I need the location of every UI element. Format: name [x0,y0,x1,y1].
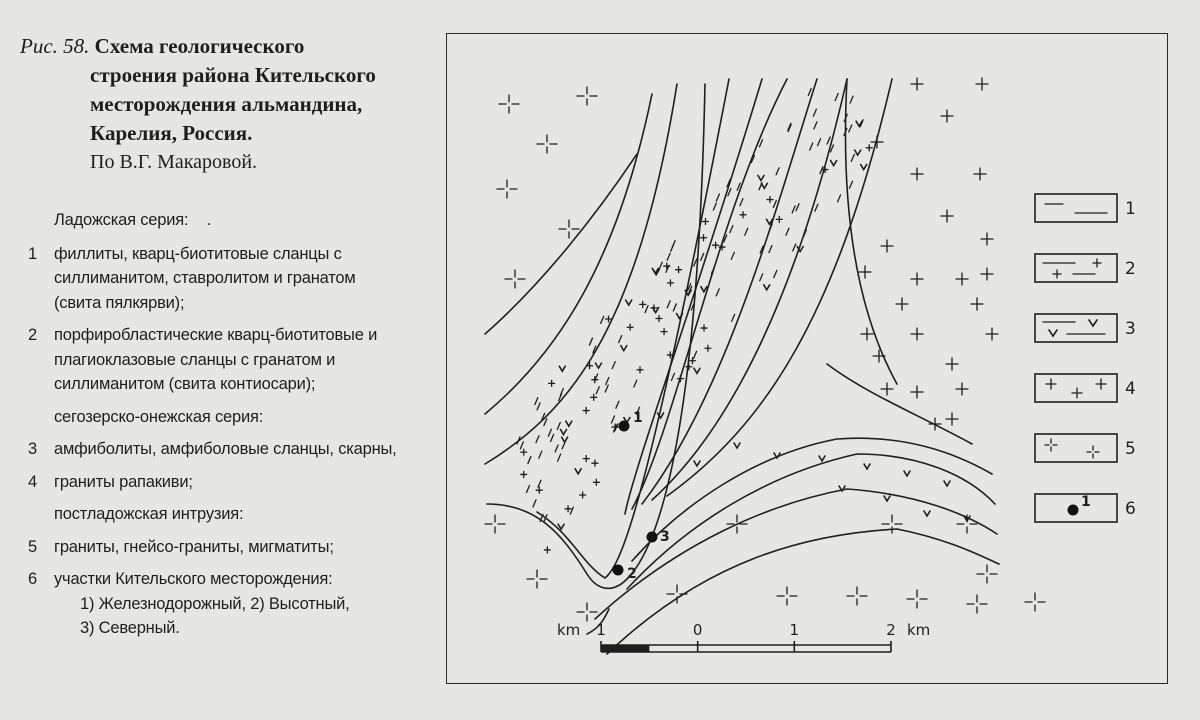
rapakivi-symbol [974,168,986,180]
schist-dash [849,125,852,132]
caption-line-1 [20,32,420,61]
amphibolite-v-mark [566,421,572,426]
figure-caption [20,32,420,177]
granite-symbol [1025,593,1045,611]
legend-item-2 [28,323,428,397]
map-legend-symbols [1035,194,1136,522]
garnet-plus-mark [627,324,633,330]
deposit-point-2 [613,565,637,583]
granite-symbol [777,587,797,605]
garnet-plus-mark [536,487,542,493]
garnet-plus-mark [580,492,586,498]
granite-symbol [967,595,987,613]
schist-dash [774,270,777,277]
schist-dash [527,485,530,492]
granite-symbol [537,135,557,153]
granite-symbol [977,565,997,583]
rapakivi-symbol [911,386,923,398]
legend-heading: Ладожская серия: . [54,211,212,229]
rapakivi-symbol [986,328,998,340]
schist-dash [814,122,817,129]
garnet-plus-mark [521,471,527,477]
garnet-plus-mark [740,212,746,218]
garnet-plus-mark [776,216,782,222]
rapakivi-symbol [1072,388,1082,398]
schist-dash [601,316,604,323]
schist-dash [533,500,536,507]
fold-boundary-line [607,529,999,654]
amphibolite-v-mark [734,443,740,448]
schist-dash [673,304,676,311]
garnet-plus-mark [701,325,707,331]
legend-box [1035,254,1117,282]
amphibolite-v-mark [864,464,870,469]
legend-item-line: порфиробластические кварц-биотитовые и [54,326,378,344]
amphibolite-v-mark [861,165,867,170]
schist-dash [849,181,852,188]
legend-symbol-5 [1035,434,1136,462]
schist-dash [606,377,609,384]
schist-dash [536,436,539,443]
legend-item-line: граниты рапакиви; [54,472,193,491]
legend-text [28,208,428,649]
amphibolite-v-mark [884,496,890,501]
scale-tick-label: 1 [789,621,800,639]
legend-item-line: 3) Северный. [80,619,180,637]
schist-dash [694,351,697,358]
schist-dash [562,442,565,449]
schist-dash [760,274,763,281]
schist-dash [776,168,779,175]
legend-symbol-number: 6 [1125,499,1136,519]
legend-item-5 [28,535,428,560]
garnet-plus-mark [640,301,646,307]
amphibolite-v-mark [621,346,627,351]
legend-item-number: 4 [28,472,37,491]
garnet-plus-mark [705,345,711,351]
garnet-plus-mark [689,358,695,364]
legend-subheading [28,502,428,527]
garnet-plus-mark [661,329,667,335]
schist-dash [611,416,614,423]
garnet-plus-mark [676,267,682,273]
rapakivi-symbol [946,358,958,370]
rapakivi-symbol [911,273,923,285]
legend-item-1 [28,242,428,316]
fold-boundary-line [845,79,897,384]
schist-pattern [517,88,970,552]
legend-symbol-3 [1035,314,1136,342]
deposit-dot-symbol [1068,505,1079,516]
legend-symbol-number: 2 [1125,259,1136,279]
legend-item-line: силлиманитом (свита контиосари); [54,375,316,393]
schist-dash [731,252,734,259]
legend-box [1035,374,1117,402]
garnet-plus-mark [592,460,598,466]
amphibolite-v-mark [819,456,825,461]
schist-dash [815,204,818,211]
schist-dash [617,301,620,308]
deposit-dot [619,421,630,432]
schist-dash [835,93,838,100]
fold-boundary-line [485,84,677,464]
garnet-plus-mark [565,506,571,512]
legend-symbol-number: 5 [1125,439,1136,459]
amphibolite-v-mark [701,287,707,292]
deposit-dot [613,565,624,576]
fold-boundary-line [537,79,729,578]
fold-boundary-line [827,364,972,444]
schist-dash [616,401,619,408]
garnet-plus-mark [677,376,683,382]
granite-symbol [485,515,505,533]
schist-dash [732,314,735,321]
schist-dash [716,194,719,201]
caption-title-2: строения района Кительского [90,63,376,87]
schist-dash [596,387,599,394]
rapakivi-symbol [941,210,953,222]
schist-dash [605,385,608,392]
rapakivi-symbol [859,266,871,278]
schist-dash [808,88,811,95]
schist-dash [745,228,748,235]
schist-dash [827,137,830,144]
scale-unit-right: km [907,621,931,639]
garnet-plus-mark [686,364,692,370]
amphibolite-v-mark [758,175,764,180]
legend-item-number [28,502,54,527]
legend-item-line: сегозерско-онежская серия: [54,407,264,426]
rapakivi-symbol [896,298,908,310]
schist-dash [796,204,799,211]
schist-dash [528,456,531,463]
garnet-plus-mark [702,219,708,225]
schist-dash [716,289,719,296]
schist-dash [551,434,554,441]
legend-item-line: амфиболиты, амфиболовые сланцы, скарны, [54,440,397,458]
schist-dash [671,244,674,251]
amphibolite-v-mark [904,471,910,476]
garnet-plus-mark [583,408,589,414]
granite-symbol [577,603,597,621]
fold-structure-lines [485,79,999,654]
schist-dash [813,109,816,116]
legend-item-line: граниты, гнейсо-граниты, мигматиты; [54,537,334,556]
legend-symbol-number: 3 [1125,319,1136,339]
rapakivi-symbol [981,233,993,245]
legend-item-line: участки Кительского месторождения: [54,570,333,588]
garnet-plus-mark [866,145,872,151]
schist-dash [659,262,662,269]
schist-dash [838,195,841,202]
legend-item-line: постладожская интрузия: [54,505,244,523]
rapakivi-symbol [981,268,993,280]
garnet-plus-mark [521,449,527,455]
garnet-plus-mark [667,280,673,286]
schist-dash [730,226,733,233]
amphibolite-v-mark [575,469,581,474]
amphibolite-v-mark [764,285,770,290]
deposit-label: 1 [633,410,643,426]
rapakivi-symbol [911,328,923,340]
deposit-dot [647,532,658,543]
amphibolite-v-mark [831,161,837,166]
rapakivi-symbol [881,383,893,395]
fold-boundary-line [625,79,762,514]
legend-box [1035,314,1117,342]
rapakivi-symbol [1053,270,1061,278]
granite-symbol [527,570,547,588]
garnet-plus-mark [767,197,773,203]
schist-dash [759,183,762,190]
granite-symbol [505,270,525,288]
scale-block [601,645,649,652]
schist-dash [538,480,541,487]
caption-title-4: Карелия, Россия. [90,121,253,145]
legend-item-number: 5 [28,537,37,556]
amphibolite-v-mark [694,461,700,466]
legend-symbol-6 [1035,494,1136,522]
schist-dash [645,306,648,313]
amphibolite-v-mark [694,368,700,373]
schist-dash [773,200,776,207]
geological-map [446,33,1168,684]
schist-dash [558,454,561,461]
schist-dash [612,362,615,369]
garnet-plus-mark [544,547,550,553]
rapakivi-symbol [861,328,873,340]
legend-item-number [28,405,54,430]
granite-symbol [907,590,927,608]
schist-dash [548,429,551,436]
amphibolite-v-mark [924,511,930,516]
legend-symbol-1 [1035,194,1136,222]
rapakivi-symbol [941,110,953,122]
garnet-plus-mark [637,367,643,373]
garnet-plus-mark [591,394,597,400]
deposit-label: 3 [660,529,670,545]
schist-dash [535,398,538,405]
deposit-point-1 [619,410,643,432]
schist-dash [701,253,704,260]
garnet-plus-mark [549,380,555,386]
legend-item-line: филлиты, кварц-биотитовые сланцы с [54,244,342,263]
amphibolite-v-mark [559,366,565,371]
garnet-plus-mark [583,456,589,462]
schist-dash [619,336,622,343]
legend-item-number: 3 [28,440,37,458]
fold-boundary-line [487,84,705,588]
legend-item-line: 1) Железнодорожный, 2) Высотный, [80,594,350,613]
legend-item-line: (свита пялкярви); [54,293,185,312]
fold-boundary-line [632,79,787,509]
schist-dash [769,246,772,253]
schist-dash [793,244,796,251]
schist-dash [667,253,670,260]
legend-item-3 [28,437,428,462]
schist-dash [694,259,697,266]
rapakivi-symbol [956,273,968,285]
garnet-plus-mark [701,235,707,241]
amphibolite-v-mark [595,363,601,368]
schist-dash [786,228,789,235]
legend-item-number: 6 [28,570,37,588]
legend-subheading [28,405,428,430]
granite-symbol [499,95,519,113]
schist-dash [810,143,813,150]
rapakivi-symbol [1093,259,1101,267]
schist-dash [539,451,542,458]
amphibolite-v-mark [560,430,566,435]
fold-boundary-line [485,154,637,334]
legend-item-number: 2 [28,326,37,344]
schist-dash [713,203,716,210]
schist-dash [570,507,573,514]
rapakivi-symbol [946,413,958,425]
scale-tick-label: 2 [886,621,896,639]
schist-dash [792,206,795,213]
caption-author: По В.Г. Макаровой. [90,151,258,173]
granite-symbol [847,587,867,605]
rapakivi-symbol [1096,379,1106,389]
legend-symbol-number: 1 [1125,199,1136,219]
legend-item-line: силлиманитом, ставролитом и гранатом [54,269,356,287]
rapakivi-symbol [971,298,983,310]
schist-dash [818,139,821,146]
garnet-plus-mark [713,242,719,248]
schist-dash [537,403,540,410]
legend-box [1035,434,1117,462]
legend-item-line: плагиоклазовые сланцы с гранатом и [54,350,336,369]
caption-title-1: Схема геологического [94,34,305,58]
schist-dash [589,338,592,345]
figure-label: Рис. 58. [20,34,90,58]
fold-boundary-line [595,489,997,619]
garnet-plus-mark [656,315,662,321]
legend-symbol-4 [1035,374,1136,402]
schist-dash [557,422,560,429]
legend-dot-sublabel: 1 [1081,494,1091,510]
amphibolite-v-mark [761,183,767,188]
schist-dash [520,442,523,449]
schist-dash [671,373,674,380]
garnet-plus-mark [593,479,599,485]
scale-tick-label: 1 [596,621,606,639]
scale-unit-left: km [557,621,581,639]
rapakivi-symbol [881,240,893,252]
deposit-label: 2 [627,566,637,582]
fold-boundary-line [632,438,992,561]
schist-dash [555,445,558,452]
rapakivi-symbol [911,78,923,90]
legend-item-6 [28,567,428,641]
rapakivi-symbol [976,78,988,90]
schist-dash [667,301,670,308]
rapakivi-symbol [956,383,968,395]
amphibolite-v-mark [855,150,861,155]
schist-dash [760,140,763,147]
granite-symbol [497,180,517,198]
schist-dash [634,380,637,387]
amphibolite-v-mark [944,481,950,486]
scale-tick-label: 0 [692,621,703,639]
legend-box [1035,194,1117,222]
fold-boundary-line [485,94,652,414]
legend-symbol-number: 4 [1125,379,1136,399]
map-canvas [447,34,1169,685]
schist-dash [740,199,743,206]
granite-symbol [559,220,579,238]
fold-boundary-line [627,454,995,589]
caption-title-3: месторождения альмандина, [90,92,363,116]
schist-dash [850,96,853,103]
rapakivi-symbol [911,168,923,180]
rapakivi-symbol [1046,379,1056,389]
amphibolite-v-mark [626,300,632,305]
granite-symbol [577,87,597,105]
legend-item-4 [28,470,428,495]
legend-symbol-2 [1035,254,1136,282]
schist-dash [544,419,547,426]
scale-bar [557,621,930,652]
schist-dash [851,154,854,161]
legend-item-number: 1 [28,244,37,263]
